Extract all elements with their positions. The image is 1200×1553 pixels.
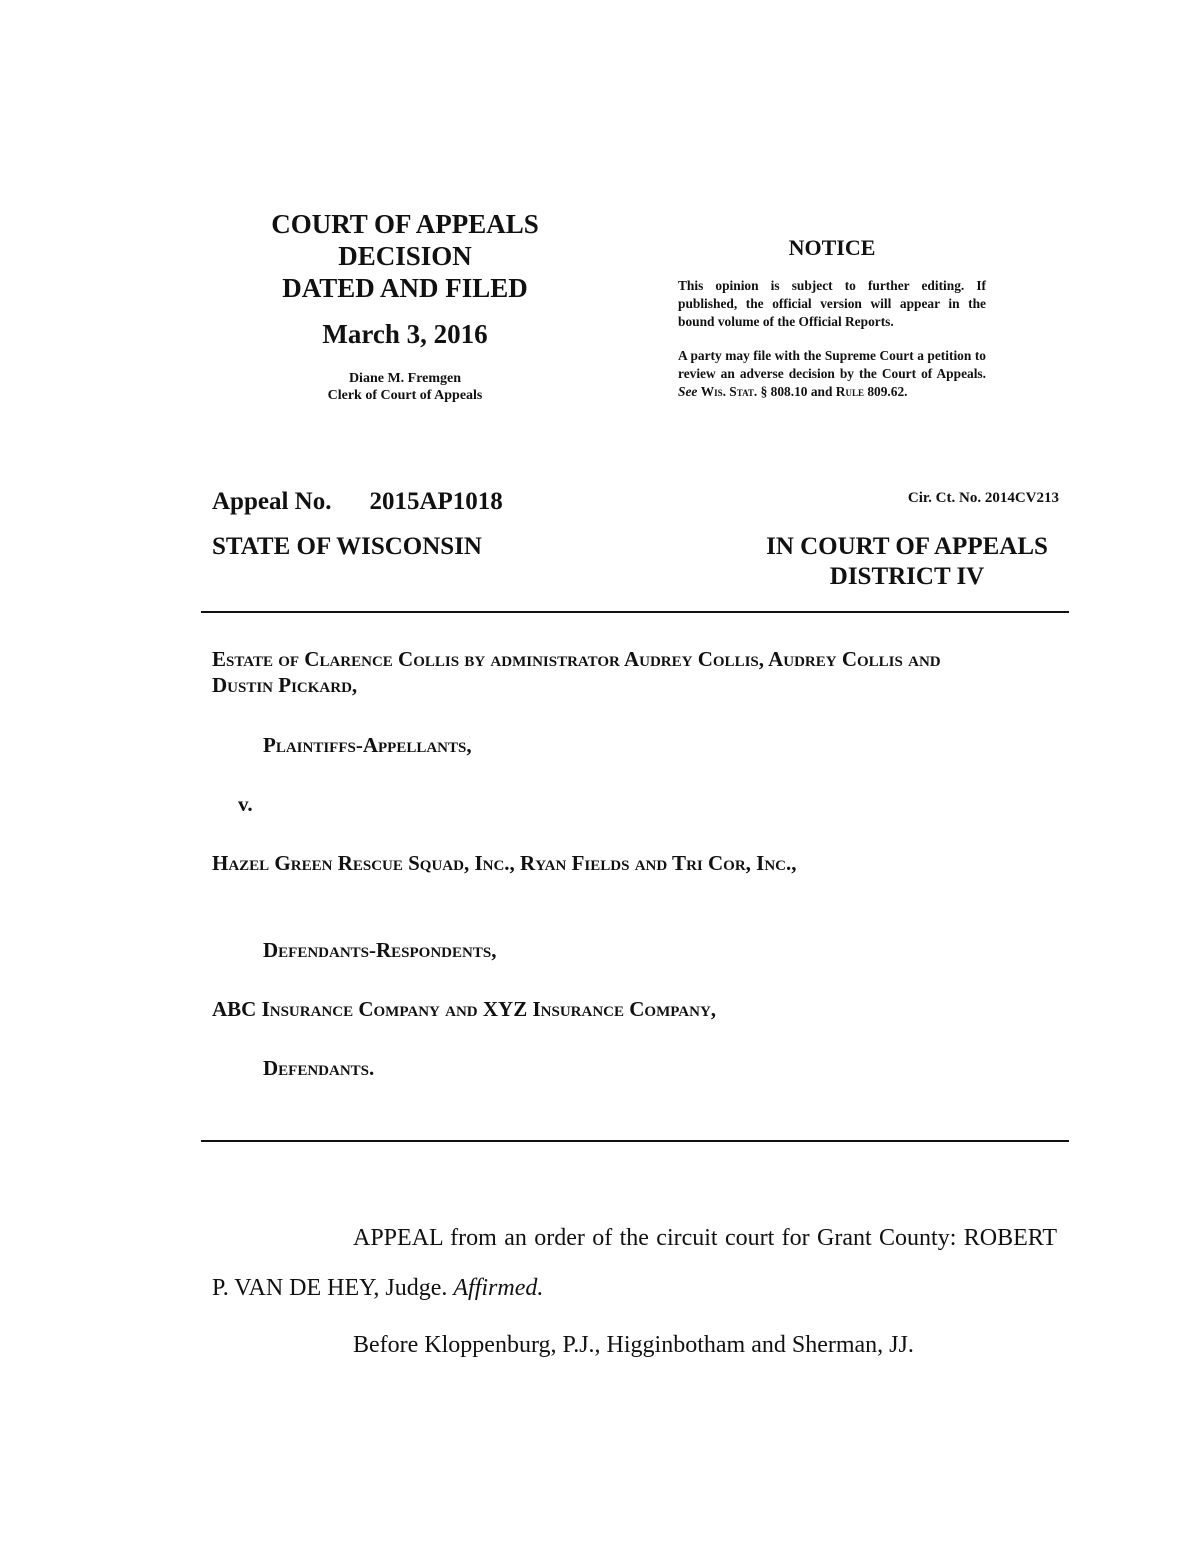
notice-box (678, 235, 986, 417)
clerk-title: Clerk of Court of Appeals (327, 388, 483, 403)
district-name: DISTRICT IV (829, 563, 985, 590)
plaintiffs-names: Estate of Clarence Collis by administrator Audrey Collis, Audrey Collis and Dustin Pickard, (212, 647, 941, 697)
other-defendants-role: Defendants. (263, 1056, 375, 1080)
clerk-name: Diane M. Fremgen (348, 371, 462, 386)
appeal-number-line (212, 488, 503, 516)
notice-paragraph-2 (678, 347, 986, 401)
court-district (742, 532, 1072, 592)
filed-date: March 3, 2016 (322, 319, 488, 349)
state-name: STATE OF WISCONSIN (212, 533, 482, 560)
court-name: IN COURT OF APPEALS (766, 533, 1048, 560)
disposition: Affirmed. (453, 1275, 544, 1301)
defendants-role: Defendants-Respondents, (263, 938, 497, 962)
bottom-divider (201, 1140, 1069, 1142)
top-divider (201, 611, 1069, 613)
plaintiffs-role: Plaintiffs-Appellants, (263, 733, 472, 757)
other-defendants-names: ABC Insurance Company and XYZ Insurance Company, (212, 997, 717, 1021)
court-title-line1: COURT OF APPEALS (271, 209, 539, 239)
notice-title: NOTICE (788, 235, 876, 260)
appeal-text: APPEAL from an order of the circuit court for Grant County: ROBERT P. VAN DE HEY, Judge. (212, 1225, 1057, 1301)
notice-rule: Rule (835, 384, 864, 399)
notice-p2-text: A party may file with the Supreme Court a petition to review an adverse decision by the Court of Appeals. (678, 348, 986, 381)
circuit-court-number: Cir. Ct. No. 2014CV213 (907, 490, 1059, 506)
appeal-paragraph (212, 1213, 1057, 1313)
notice-paragraph-1: This opinion is subject to further editing. If published, the official version will appear in the bound volume of the Official Reports. (678, 278, 986, 329)
notice-wis-stat: Wis. Stat. (700, 384, 758, 399)
panel-line: Before Kloppenburg, P.J., Higginbotham and Sherman, JJ. (353, 1332, 914, 1358)
versus: v. (238, 792, 253, 816)
court-title-line3: DATED AND FILED (282, 273, 528, 303)
notice-see: See (678, 384, 698, 399)
notice-section: § 808.10 and (760, 384, 833, 399)
appeal-label: Appeal No. (212, 488, 332, 515)
court-title-line2: DECISION (338, 241, 472, 271)
appeal-number: 2015AP1018 (369, 488, 503, 515)
decision-header (230, 208, 580, 404)
notice-rule-number: 809.62. (867, 384, 908, 399)
defendants-names: Hazel Green Rescue Squad, Inc., Ryan Fields and Tri Cor, Inc., (212, 851, 797, 875)
